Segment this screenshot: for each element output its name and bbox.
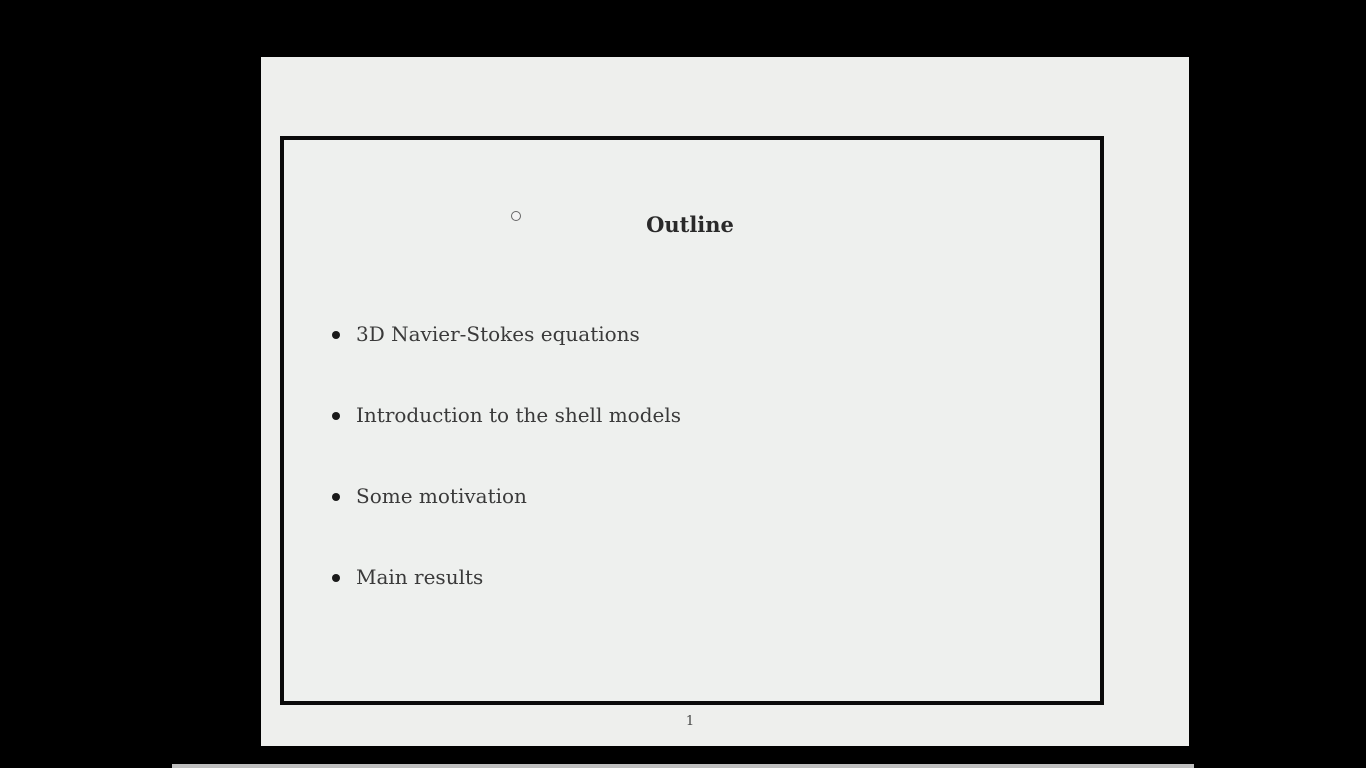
slide-page (261, 57, 1189, 746)
list-item-text: Introduction to the shell models (356, 403, 681, 427)
list-item-text: Some motivation (356, 484, 527, 508)
slide-title (284, 212, 1096, 237)
slide-frame (280, 136, 1104, 705)
bullet-dot-icon (332, 331, 340, 339)
bullet-dot-icon (332, 412, 340, 420)
page-number: 1 (685, 714, 695, 729)
bullet-dot-icon (332, 493, 340, 501)
list-item-text: Main results (356, 565, 484, 589)
slide-title-text: Outline (646, 212, 734, 237)
list-item-text: 3D Navier-Stokes equations (356, 322, 640, 346)
bullet-dot-icon (332, 574, 340, 582)
progress-strip (172, 764, 1194, 768)
